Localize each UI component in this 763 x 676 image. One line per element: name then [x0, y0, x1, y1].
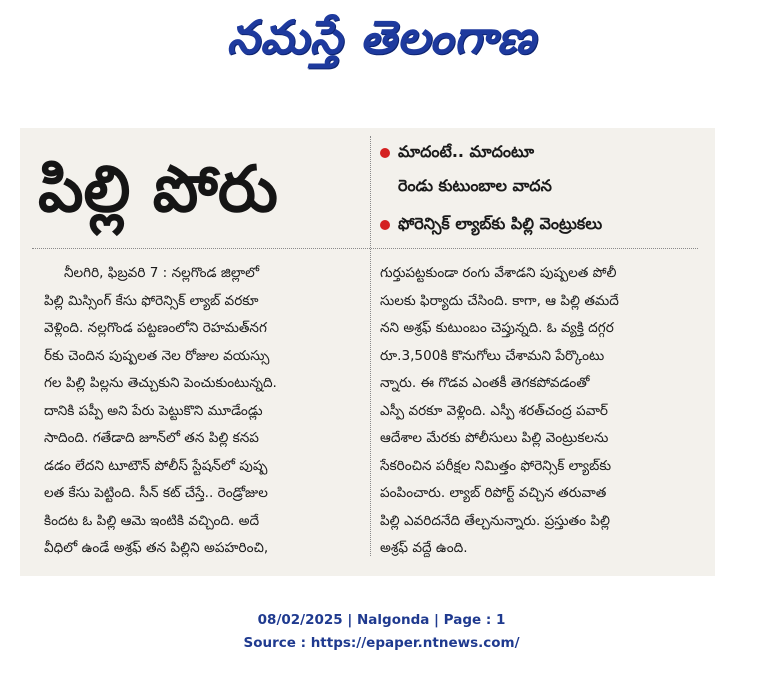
article-headline: పిల్లి పోరు	[38, 153, 278, 227]
column-divider	[370, 136, 372, 556]
text-line: వెళ్లింది. నల్లగొండ పట్టణంలోని రెహమత్‌నగ	[44, 320, 267, 336]
article-left-column	[44, 260, 360, 563]
text-line: ఎస్పీ వరకూ వెళ్లింది. ఎస్పీ శరత్‌చంద్ర పవార్	[380, 402, 608, 419]
newspaper-masthead	[0, 6, 763, 80]
text-line: సేకరించిన పరీక్షల నిమిత్తం ఫోరెన్సిక్ ల్యాబ్‌కు	[380, 457, 612, 474]
text-line: పిల్లి మిస్సింగ్ కేసు ఫోరెన్సిక్ ల్యాబ్ వరకూ	[44, 292, 259, 309]
text-line: పంపించారు. ల్యాబ్ రిపోర్ట్ వచ్చిన తరువాత	[380, 485, 607, 501]
footer-source-link[interactable]: Source : https://epaper.ntnews.com/	[243, 635, 520, 651]
footer-date-edition-page: 08/02/2025 | Nalgonda | Page : 1	[257, 612, 506, 628]
headline-divider	[32, 248, 698, 250]
text-line: సులకు ఫిర్యాదు చేసింది. కాగా, ఆ పిల్లి తమదే	[380, 292, 619, 309]
text-line: వీధిలో ఉండే అశ్రఫ్ తన పిల్లిని అపహరించి,	[44, 540, 269, 556]
text-line: ర్‌కు చెందిన పుష్పలత నెల రోజుల వయస్సు	[44, 347, 270, 364]
text-line: రూ.3,500కి కొనుగోలు చేశామని పేర్కొంటు	[380, 347, 605, 364]
red-bullet-icon	[380, 148, 390, 158]
text-line: అశ్రఫ్ వద్దే ఉంది.	[380, 540, 468, 556]
text-line: నీలగిరి, ఫిబ్రవరి 7 : నల్లగొండ జిల్లాలో	[64, 265, 260, 281]
text-line: డడం లేదని టూటౌన్ పోలీస్ స్టేషన్‌లో పుష్ప	[44, 457, 268, 474]
text-line: దానికి పప్పీ అని పేరు పెట్టుకొని మూడేండ్లు	[44, 402, 263, 419]
text-line: గుర్తుపట్టకుండా రంగు వేశాడని పుష్పలత పోలీ	[380, 265, 617, 281]
text-line: కిందట ఓ పిల్లి ఆమె ఇంటికి వచ్చింది. అదే	[44, 512, 260, 529]
subheading-3: ఫోరెన్సిక్ ల్యాబ్‌కు పిల్లి వెంట్రుకలు	[380, 214, 602, 237]
text-line: ఆదేశాల మేరకు పోలీసులు పిల్లి వెంట్రుకలను	[380, 430, 609, 446]
subheading-2: రెండు కుటుంబాల వాదన	[398, 176, 552, 195]
text-line: సాదింది. గతేడాది జూన్‌లో తన పిల్లి కనప	[44, 430, 259, 446]
text-line: పిల్లి ఎవరిదనేది తేల్చనున్నారు. ప్రస్తుతం పిల్లి	[380, 512, 610, 529]
masthead-logo-text: నమస్తే తెలంగాణ	[226, 10, 537, 64]
text-line: లత కేసు పెట్టింది. సీన్ కట్ చేస్తే.. రెండ్రోజుల	[44, 485, 268, 501]
text-line: గల పిల్లి పిల్లను తెచ్చుకుని పెంచుకుంటున్నది.	[44, 375, 277, 391]
text-line: నని అశ్రఫ్ కుటుంబం చెప్తున్నది. ఓ వ్యక్తి దగ్గర	[380, 320, 614, 336]
text-line: న్నారు. ఈ గొడవ ఎంతకీ తెగకపోవడంతో	[380, 375, 590, 391]
red-bullet-icon	[380, 220, 390, 230]
subheading-1: మాదంటే.. మాదంటూ	[380, 142, 534, 165]
article-right-column	[380, 260, 710, 563]
